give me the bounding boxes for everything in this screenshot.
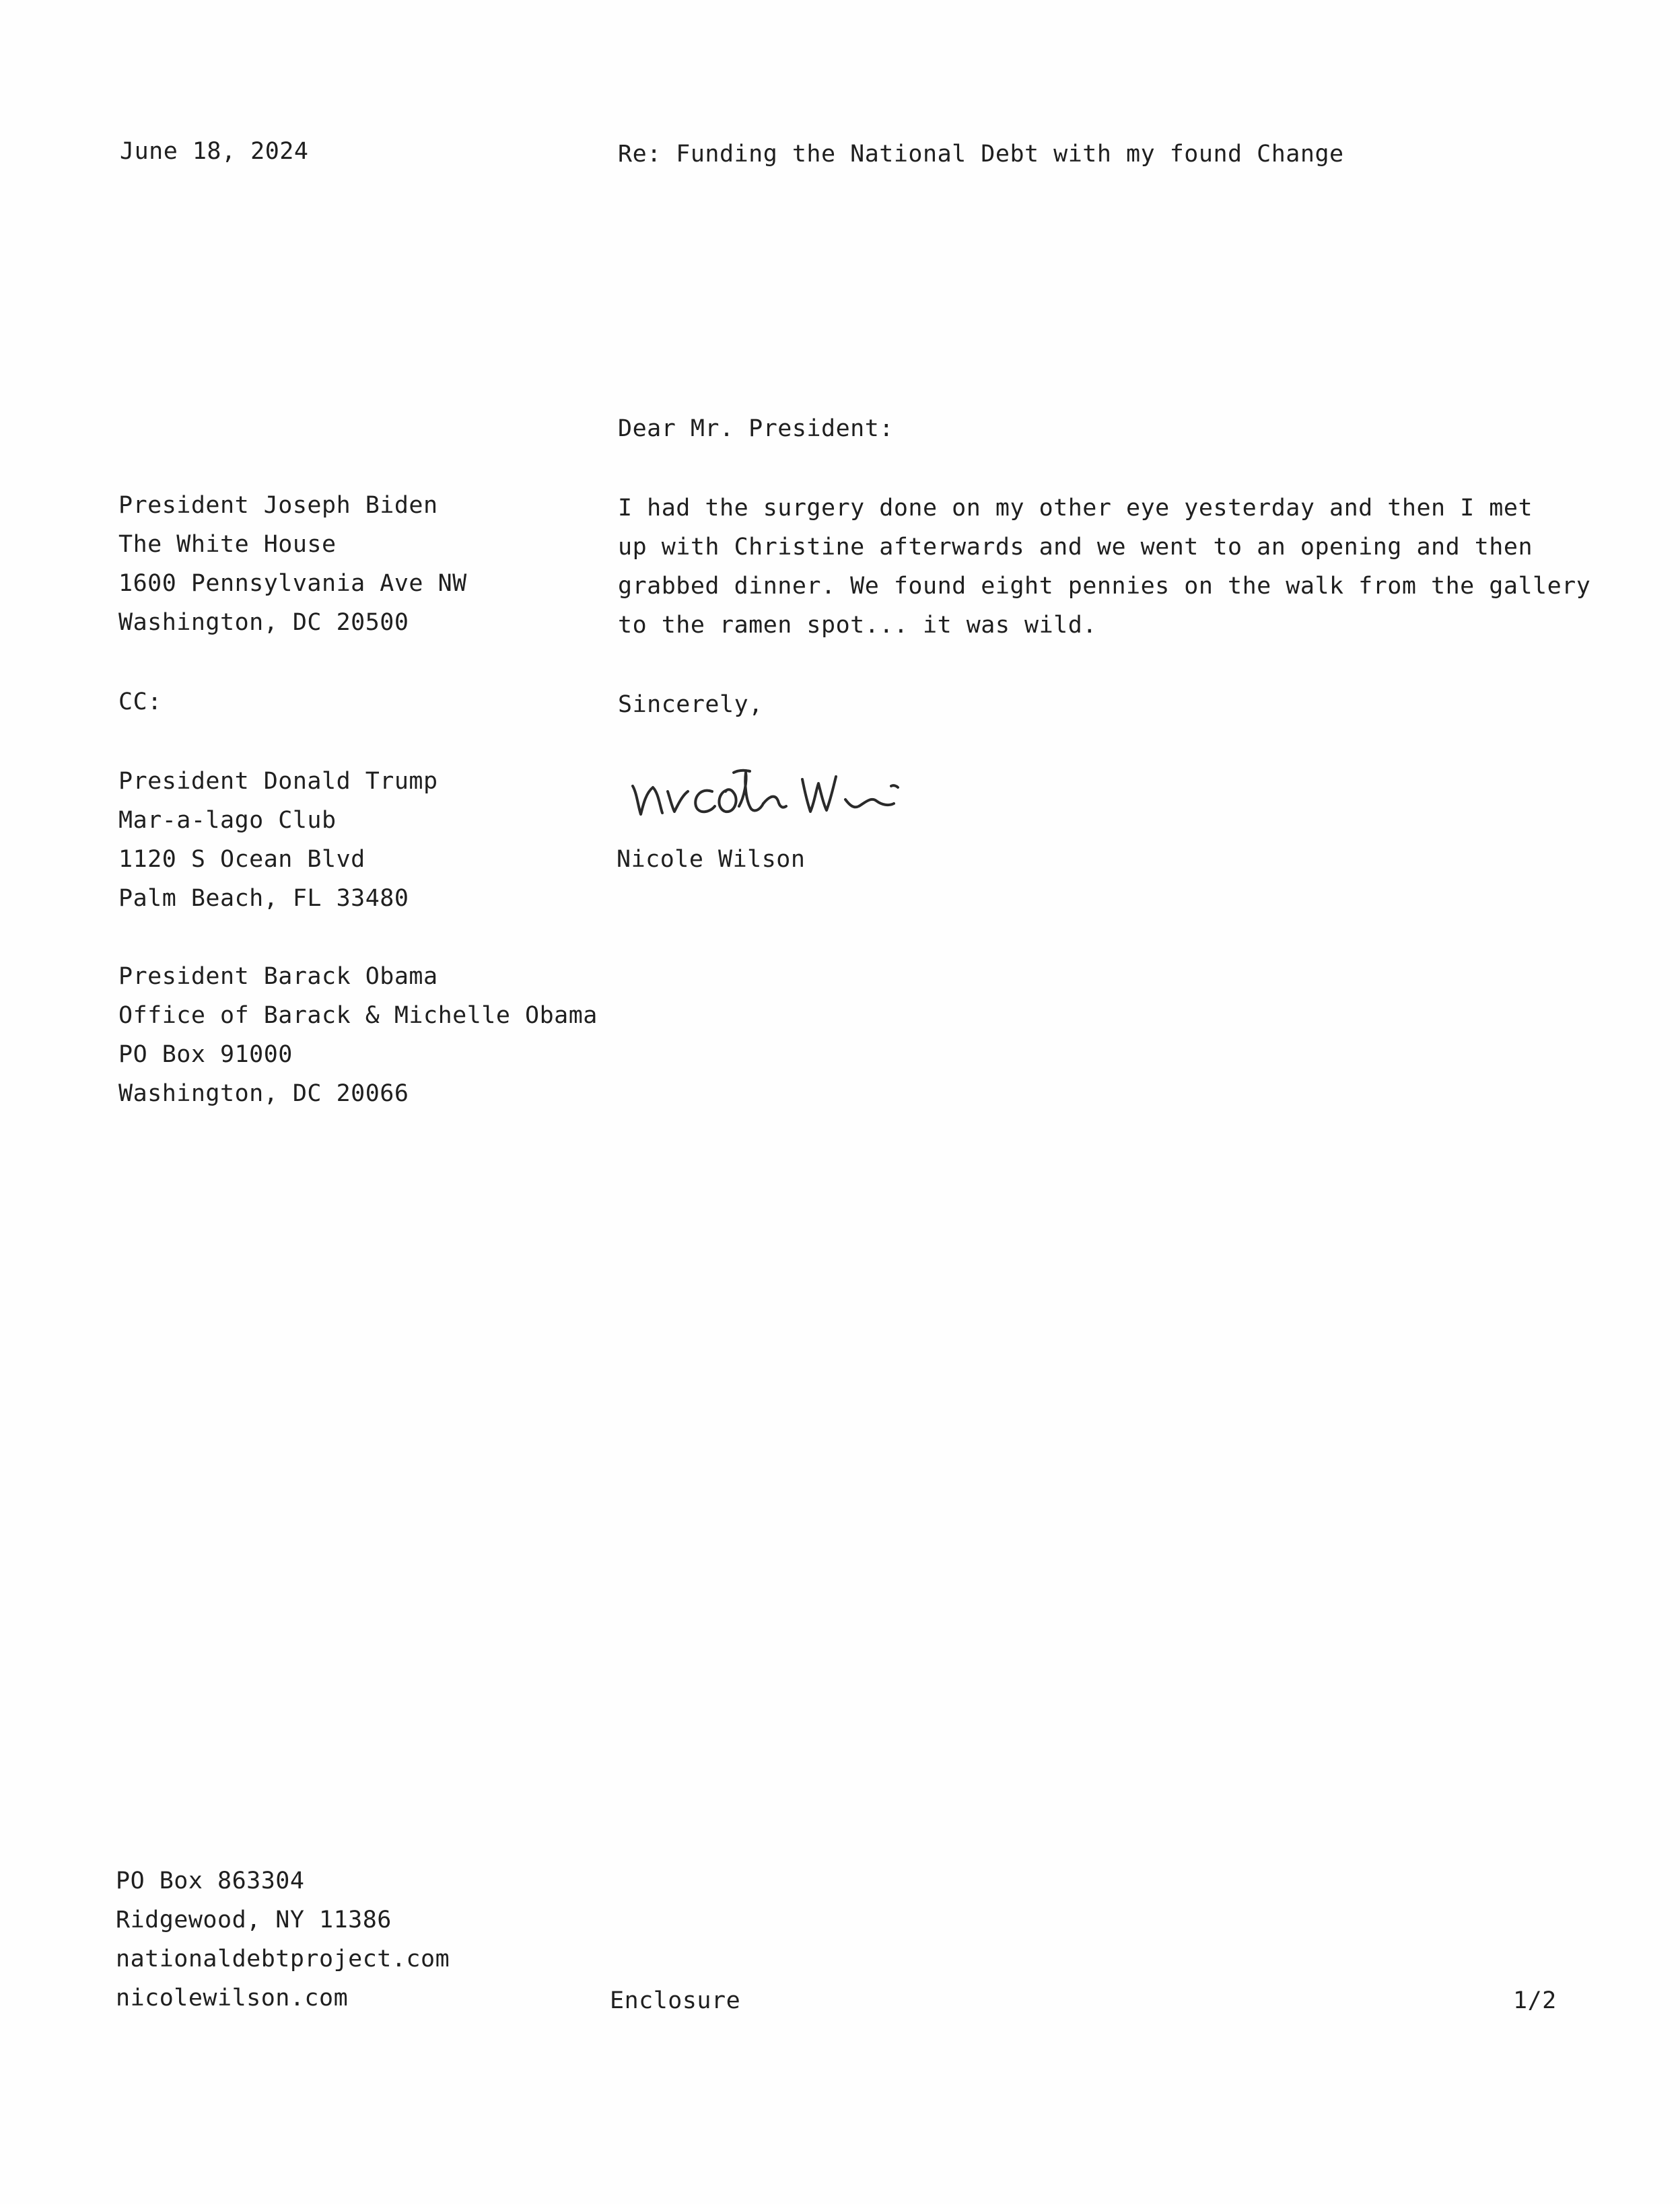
letter-body	[618, 489, 1590, 645]
cc-recipient-line: Office of Barack & Michelle Obama	[118, 1002, 598, 1029]
letter-salutation: Dear Mr. President:	[618, 415, 894, 442]
cc-recipient-line: 1120 S Ocean Blvd	[118, 846, 365, 873]
letter-closing: Sincerely,	[618, 691, 763, 718]
cc-recipient-line: Washington, DC 20066	[118, 1080, 409, 1107]
body-line: I had the surgery done on my other eye yesterday and then I met	[618, 495, 1533, 522]
return-address-line: PO Box 863304	[116, 1868, 305, 1894]
cc-recipient-line: PO Box 91000	[118, 1041, 293, 1068]
return-address-line: nicolewilson.com	[116, 1985, 349, 2012]
cc-recipient-line: President Barack Obama	[118, 963, 438, 990]
recipient-line: 1600 Pennsylvania Ave NW	[118, 570, 467, 597]
cc-recipient-line: Palm Beach, FL 33480	[118, 885, 409, 912]
recipient-line: Washington, DC 20500	[118, 609, 409, 636]
cc-recipient-line: President Donald Trump	[118, 768, 438, 795]
enclosure-label: Enclosure	[610, 1987, 741, 2014]
return-address-line: nationaldebtproject.com	[116, 1946, 450, 1972]
cc-recipient-address	[118, 762, 438, 918]
body-line: to the ramen spot... it was wild.	[618, 612, 1097, 639]
return-address	[116, 1861, 450, 2018]
signer-name: Nicole Wilson	[617, 846, 806, 873]
recipient-line: President Joseph Biden	[118, 492, 438, 519]
cc-recipient-line: Mar-a-lago Club	[118, 807, 337, 834]
return-address-line: Ridgewood, NY 11386	[116, 1907, 392, 1933]
body-line: grabbed dinner. We found eight pennies on the walk from the gallery	[618, 573, 1591, 600]
handwritten-signature	[626, 739, 949, 833]
recipient-address	[118, 486, 467, 642]
letter-subject: Re: Funding the National Debt with my found Change	[618, 141, 1344, 168]
cc-label: CC:	[118, 688, 162, 715]
recipient-line: The White House	[118, 531, 337, 558]
cc-recipient-address	[118, 957, 598, 1113]
body-line: up with Christine afterwards and we went to an opening and then	[618, 534, 1533, 561]
page-number: 1/2	[1513, 1987, 1557, 2014]
letter-date: June 18, 2024	[120, 138, 309, 165]
